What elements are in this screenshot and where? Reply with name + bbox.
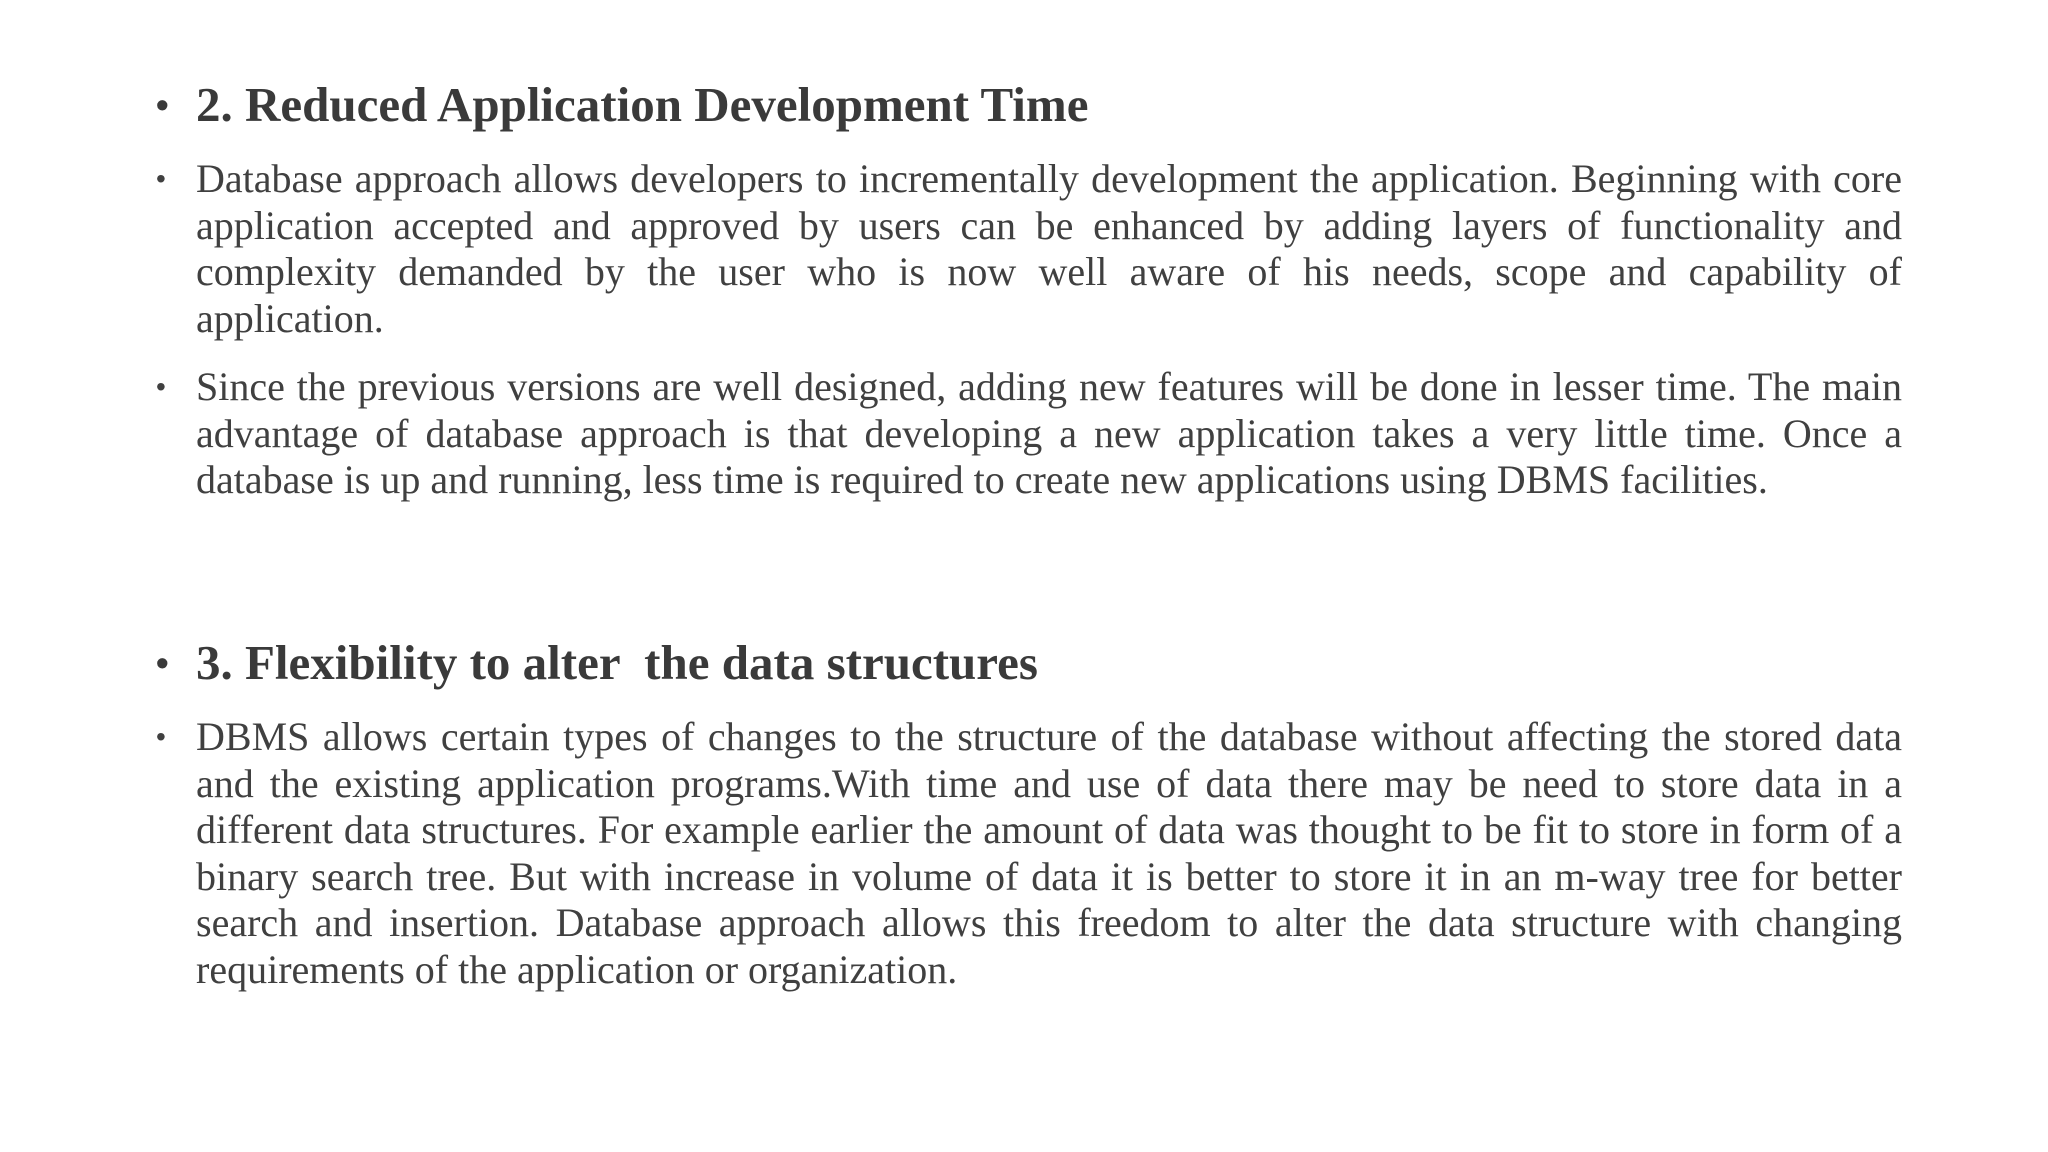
bullet-icon: •	[156, 721, 166, 752]
bullet-icon: •	[156, 163, 166, 194]
paragraph-text: DBMS allows certain types of changes to the structure of the database without affecting the stored data and the existing application programs.With time and use of data there may be need to store data in a different data structures. For example earlier the amount of data was thought to be fit to store in form of a binary search tree. But with increase in volume of data it is better to store it in an m-way tree for better search and insertion. Database approach allows this freedom to alter the data structure with changing requirements of the application or organization.	[196, 714, 1902, 992]
bullet-paragraph	[150, 156, 1902, 342]
heading-text: 2. Reduced Application Development Time	[196, 77, 1089, 132]
heading-text: 3. Flexibility to alter the data structures	[196, 635, 1038, 690]
section-heading-flexibility-data-structures	[150, 634, 1902, 692]
paragraph-text: Database approach allows developers to incrementally development the application. Beginning with core application accepted and approved by users can be enhanced by adding layers of functionality and complexity demanded by the user who is now well aware of his needs, scope and capability of application.	[196, 156, 1902, 341]
section-heading-reduced-development-time	[150, 76, 1902, 134]
bullet-icon: •	[156, 642, 169, 683]
bullet-icon: •	[156, 371, 166, 402]
bullet-icon: •	[156, 84, 169, 125]
paragraph-text: Since the previous versions are well designed, adding new features will be done in lesser time. The main advantage of database approach is that developing a new application takes a very little time. Once a database is up and running, less time is required to create new applications using DBMS facilities.	[196, 364, 1902, 502]
bullet-paragraph	[150, 364, 1902, 504]
bullet-paragraph	[150, 714, 1902, 993]
